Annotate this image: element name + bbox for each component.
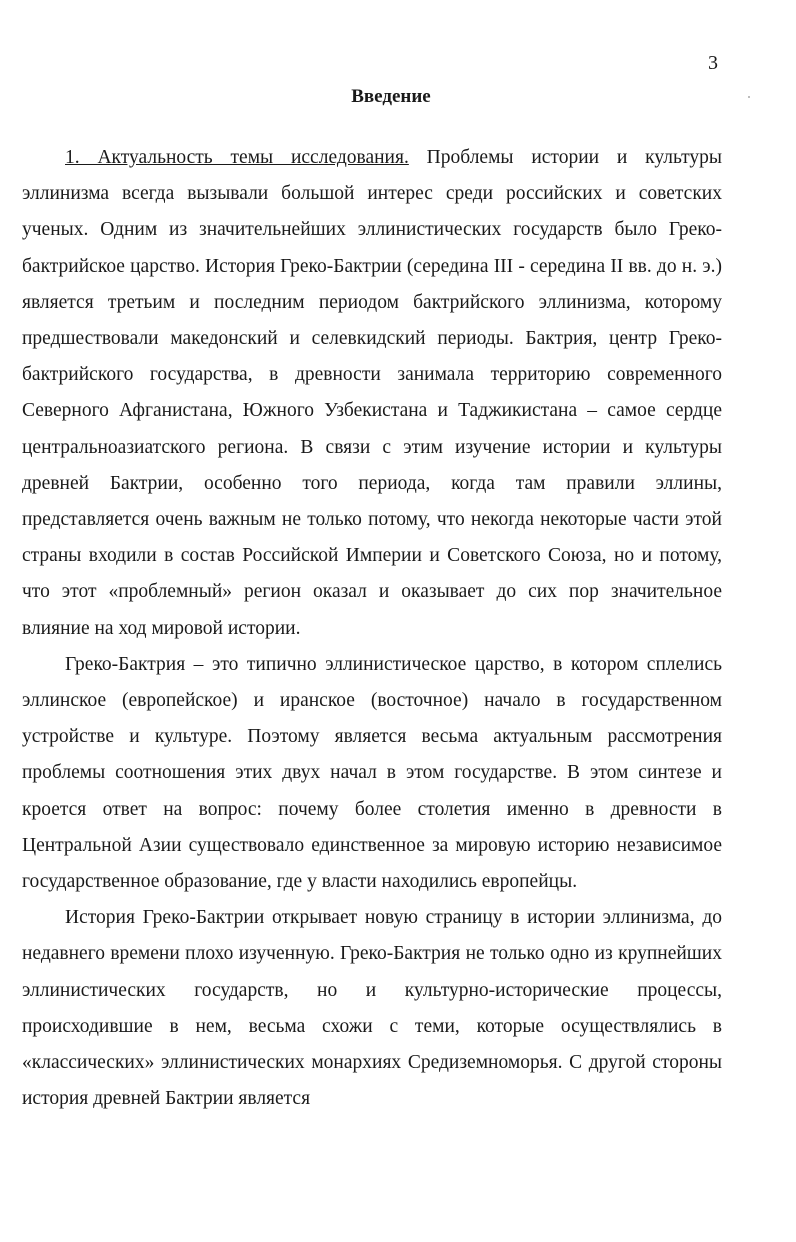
document-body — [22, 140, 722, 1117]
paragraph-3: История Греко-Бактрии открывает новую страницу в истории эллинизма, до недавнего времени плохо изученную. Греко-Бактрия не только одно из крупнейших эллинистических государств, но и культурно-исторические процессы, происходившие в нем, весьма схожи с теми, которые осуществлялись в «классических» эллинистических монархиях Средиземноморья. С другой стороны история древней Бактрии является — [22, 907, 722, 1110]
paragraph-lead-heading: 1. Актуальность темы исследования. — [65, 147, 409, 168]
paragraph-1 — [22, 140, 722, 647]
paragraph-2: Греко-Бактрия – это типично эллинистическое царство, в котором сплелись эллинское (европейское) и иранское (восточное) начало в государственном устройстве и культуре. Поэтому является весьма актуальным рассмотрения проблемы соотношения этих двух начал в этом государстве. В этом синтезе и кроется ответ на вопрос: почему более столетия именно в древности в Центральной Азии существовало единственное за мировую историю независимое государственное образование, где у власти находились европейцы. — [22, 653, 722, 893]
paragraph-text: Проблемы истории и культуры эллинизма всегда вызывали большой интерес среди российских и советских ученых. Одним из значительнейших эллинистических государств было Греко-бактрийское царство. История Греко-Бактрии (середина III - середина II вв. до н. э.) является третьим и последним периодом бактрийского эллинизма, которому предшествовали македонский и селевкидский периоды. Бактрия, центр Греко-бактрийского государства, в древности занимала территорию современного Северного Афганистана, Южного Узбекистана и Таджикистана – самое сердце центральноазиатского региона. В связи с этим изучение истории и культуры древней Бактрии, особенно того периода, когда там правили эллины, представляется очень важным не только потому, что некогда некоторые части этой страны входили в состав Российской Империи и Советского Союза, но и потому, что этот «проблемный» регион оказал и оказывает до сих пор значительное влияние на ход мировой истории. — [22, 147, 722, 639]
page-number: 3 — [708, 52, 718, 74]
section-title: Введение — [351, 86, 431, 107]
